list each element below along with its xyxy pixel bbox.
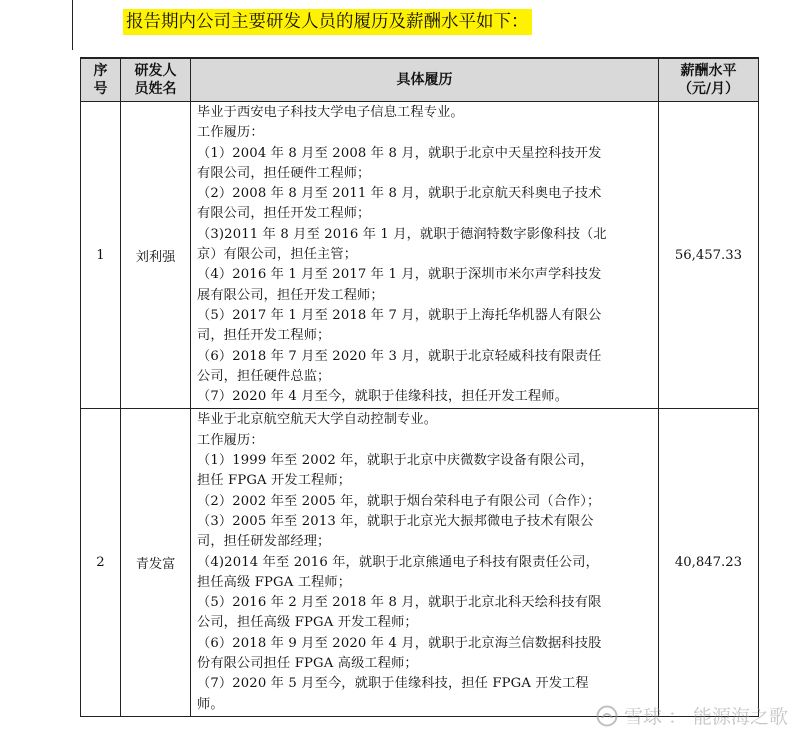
resume-line: 司，担任研发部经理；	[197, 534, 331, 550]
header-salary-line-1: 薪酬水平	[680, 63, 737, 79]
row-index: 2	[81, 409, 121, 716]
resume-line: 毕业于西安电子科技大学电子信息工程专业。	[197, 105, 464, 120]
table-row	[81, 102, 759, 409]
header-salary-line-2: （元/月）	[677, 81, 740, 97]
table-row	[81, 409, 759, 716]
margin-rule	[72, 0, 73, 50]
rd-staff-table	[80, 57, 759, 717]
resume-line: （7）2020 年 4 月至今，就职于佳缘科技，担任开发工程师。	[197, 389, 569, 405]
resume-line: 有限公司，担任开发工程师；	[197, 206, 371, 222]
row-name: 刘利强	[121, 102, 191, 409]
header-salary	[659, 58, 759, 102]
watermark	[596, 702, 788, 729]
header-index-line-2: 号	[93, 81, 108, 97]
resume-line: 担任 FPGA 开发工程师；	[197, 473, 352, 489]
resume-line: （1）2004 年 8 月至 2008 年 8 月，就职于北京中天星控科技开发	[197, 145, 602, 161]
resume-line: 公司，担任硬件总监；	[197, 368, 331, 384]
watermark-separator: ：	[667, 706, 687, 728]
resume-line: 担任高级 FPGA 工程师；	[197, 574, 352, 590]
resume-line: 份有限公司担任 FPGA 高级工程师；	[197, 656, 418, 672]
row-salary: 40,847.23	[659, 409, 759, 716]
resume-line: （1）1999 年至 2002 年，就职于北京中庆微数字设备有限公司，	[197, 453, 594, 469]
header-name-line-2: 员姓名	[134, 81, 177, 97]
resume-line: 京）有限公司，担任主管；	[197, 247, 358, 263]
resume-line: 有限公司，担任硬件工程师；	[197, 165, 371, 181]
resume-line: （2）2002 年至 2005 年，就职于烟台荣科电子有限公司（合作）；	[197, 493, 601, 509]
table-header-row	[81, 58, 759, 102]
resume-line: （7）2020 年 5 月至今，就职于佳缘科技，担任 FPGA 开发工程	[197, 676, 589, 692]
row-index: 1	[81, 102, 121, 409]
resume-line: （4）2016 年 1 月至 2017 年 1 月，就职于深圳市米尔声学科技发	[197, 267, 602, 283]
row-resume	[191, 409, 659, 716]
header-index-line-1: 序	[93, 63, 108, 79]
watermark-brand: 雪球	[623, 706, 662, 728]
resume-line: （6）2018 年 9 月至 2020 年 4 月，就职于北京海兰信数据科技股	[197, 635, 602, 651]
header-name-line-1: 研发人	[134, 63, 177, 79]
snowball-logo-icon	[596, 705, 618, 727]
resume-line: 师。	[197, 696, 224, 712]
header-resume: 具体履历	[191, 58, 659, 102]
resume-line: （2）2008 年 8 月至 2011 年 8 月，就职于北京航天科奥电子技术	[197, 186, 602, 202]
header-index	[81, 58, 121, 102]
resume-line: （4)2014 年至 2016 年，就职于北京熊通电子科技有限责任公司，	[197, 554, 599, 570]
resume-line: （3)2011 年 8 月至 2016 年 1 月，就职于德润特数字影像科技（北	[197, 226, 607, 242]
resume-line: 工作履历：	[197, 432, 264, 448]
section-heading: 报告期内公司主要研发人员的履历及薪酬水平如下：	[123, 9, 532, 35]
resume-line: （5）2016 年 2 月至 2018 年 8 月，就职于北京北科天绘科技有限	[197, 595, 602, 611]
watermark-author: 能源海之歌	[692, 706, 788, 728]
resume-line: 司，担任开发工程师；	[197, 328, 331, 344]
row-name: 青发富	[121, 409, 191, 716]
resume-line: 工作履历：	[197, 125, 264, 141]
resume-line: （5）2017 年 1 月至 2018 年 7 月，就职于上海托华机器人有限公	[197, 307, 602, 323]
resume-line: （3）2005 年至 2013 年，就职于北京光大振邦微电子技术有限公	[197, 513, 594, 529]
resume-line: 展有限公司，担任开发工程师；	[197, 287, 384, 303]
header-name	[121, 58, 191, 102]
row-salary: 56,457.33	[659, 102, 759, 409]
resume-line: 毕业于北京航空航天大学自动控制专业。	[197, 412, 438, 428]
row-resume	[191, 102, 659, 409]
resume-line: 公司，担任高级 FPGA 开发工程师；	[197, 615, 418, 631]
resume-line: （6）2018 年 7 月至 2020 年 3 月，就职于北京轻威科技有限责任	[197, 348, 602, 364]
